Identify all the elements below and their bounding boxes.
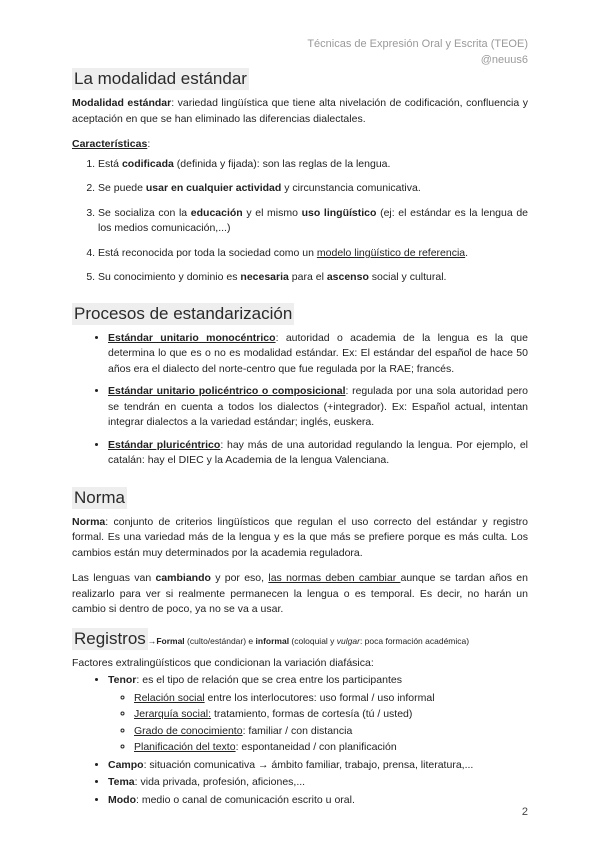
list-item: 2. Se puede usar en cualquier actividad y circunstancia comunicativa. [98, 181, 528, 197]
registros-heading-row [72, 628, 528, 650]
factors-list [72, 673, 528, 808]
page-header [307, 36, 528, 68]
tenor-sublist [108, 691, 528, 756]
heading-norma: Norma [74, 487, 126, 507]
registros-note: →Formal (culto/estándar) e informal (coloquial y vulgar: poca formación académica) [147, 635, 470, 646]
term: Modalidad estándar [72, 97, 172, 109]
heading-registros: Registros [74, 628, 146, 648]
definition-paragraph: Modalidad estándar: variedad lingüística que tiene alta nivelación de codificación, confluencia y aceptación en que se han eliminado las diferencias dialectales. [72, 97, 528, 125]
list-item-campo: • Campo: situación comunicativa → ámbito familiar, trabajo, prensa, literatura,... [108, 758, 528, 774]
list-item-modo: • Modo: medio o canal de comunicación escrito u oral. [108, 793, 528, 809]
list-item: • Estándar unitario monocéntrico: autoridad o academia de la lengua es la que determina lo que es o no es modalidad estándar. Ex: El estándar del español de hace 50 años era el dialecto del norte-centro que fue regulada por la RAE; francés. [108, 331, 528, 378]
list-item: 3. Se socializa con la educación y el mismo uso lingüístico (ej: el estándar es la lengua de los medios comunicación,...) [98, 206, 528, 237]
list-item: • Estándar unitario policéntrico o composicional: regulada por una sola autoridad pero se tendrán en cuenta a todos los dialectos (+integrador). Ex: Español actual, intentan integrar dialectos a la variedad estándar; inglés, euskera. [108, 384, 528, 431]
characteristics-list [72, 157, 528, 286]
page-number: 2 [521, 806, 528, 818]
author-handle: @neuus6 [480, 54, 528, 66]
registros-intro: Factores extralingüísticos que condicionan la variación diafásica: [72, 656, 374, 669]
sub-item: ◦ Grado de conocimiento: familiar / con distancia [134, 724, 528, 740]
processes-list [72, 331, 528, 469]
list-item-tema: • Tema: vida privada, profesión, aficiones,... [108, 775, 528, 791]
norma-paragraph-1: Norma: conjunto de criterios lingüísticos que regulan el uso correcto del estándar y registro formal. Es una variedad más de la lengua y es la que más se prefiere porque es más culta. Los cambios están muy determinados por la academia reguladora. [72, 515, 528, 559]
characteristics-label: Características: [72, 138, 151, 150]
heading-modalidad-estandar: La modalidad estándar [74, 69, 247, 88]
sub-item: ◦ Jerarquía social: tratamiento, formas de cortesía (tú / usted) [134, 707, 528, 723]
list-item: 1. Está codificada (definida y fijada): son las reglas de la lengua. [98, 157, 528, 173]
norma-paragraph-2: Las lenguas van cambiando y por eso, las normas deben cambiar aunque se tardan años en realizarlo para ver si realmente permanecen la lengua o es temporal. Es decir, no harán un cambio si dentro de poco, ya no se va a usar. [72, 572, 528, 615]
list-item: 4. Está reconocida por toda la sociedad como un modelo lingüístico de referencia. [98, 246, 528, 262]
course-title: Técnicas de Expresión Oral y Escrita (TEOE) [307, 38, 528, 50]
list-item: • Estándar pluricéntrico: hay más de una autoridad regulando la lengua. Por ejemplo, el catalán: hay el DIEC y la Academia de la lengua Valenciana. [108, 438, 528, 469]
list-item: 5. Su conocimiento y dominio es necesaria para el ascenso social y cultural. [98, 270, 528, 286]
list-item-tenor: • Tenor: es el tipo de relación que se crea entre los participantes ◦ Relación social entre los interlocutores: uso formal / uso informal ◦ Jerarquía social: tratamiento, formas de cortesía (tú / usted) ◦ Grado de conocimiento: familiar / con distancia ◦ Planificación del texto: espontaneidad / con planificación [108, 673, 528, 756]
sub-item: ◦ Relación social entre los interlocutores: uso formal / uso informal [134, 691, 528, 707]
sub-item: ◦ Planificación del texto: espontaneidad / con planificación [134, 740, 528, 756]
document-body [72, 68, 528, 818]
heading-procesos-estandarizacion: Procesos de estandarización [74, 303, 293, 323]
